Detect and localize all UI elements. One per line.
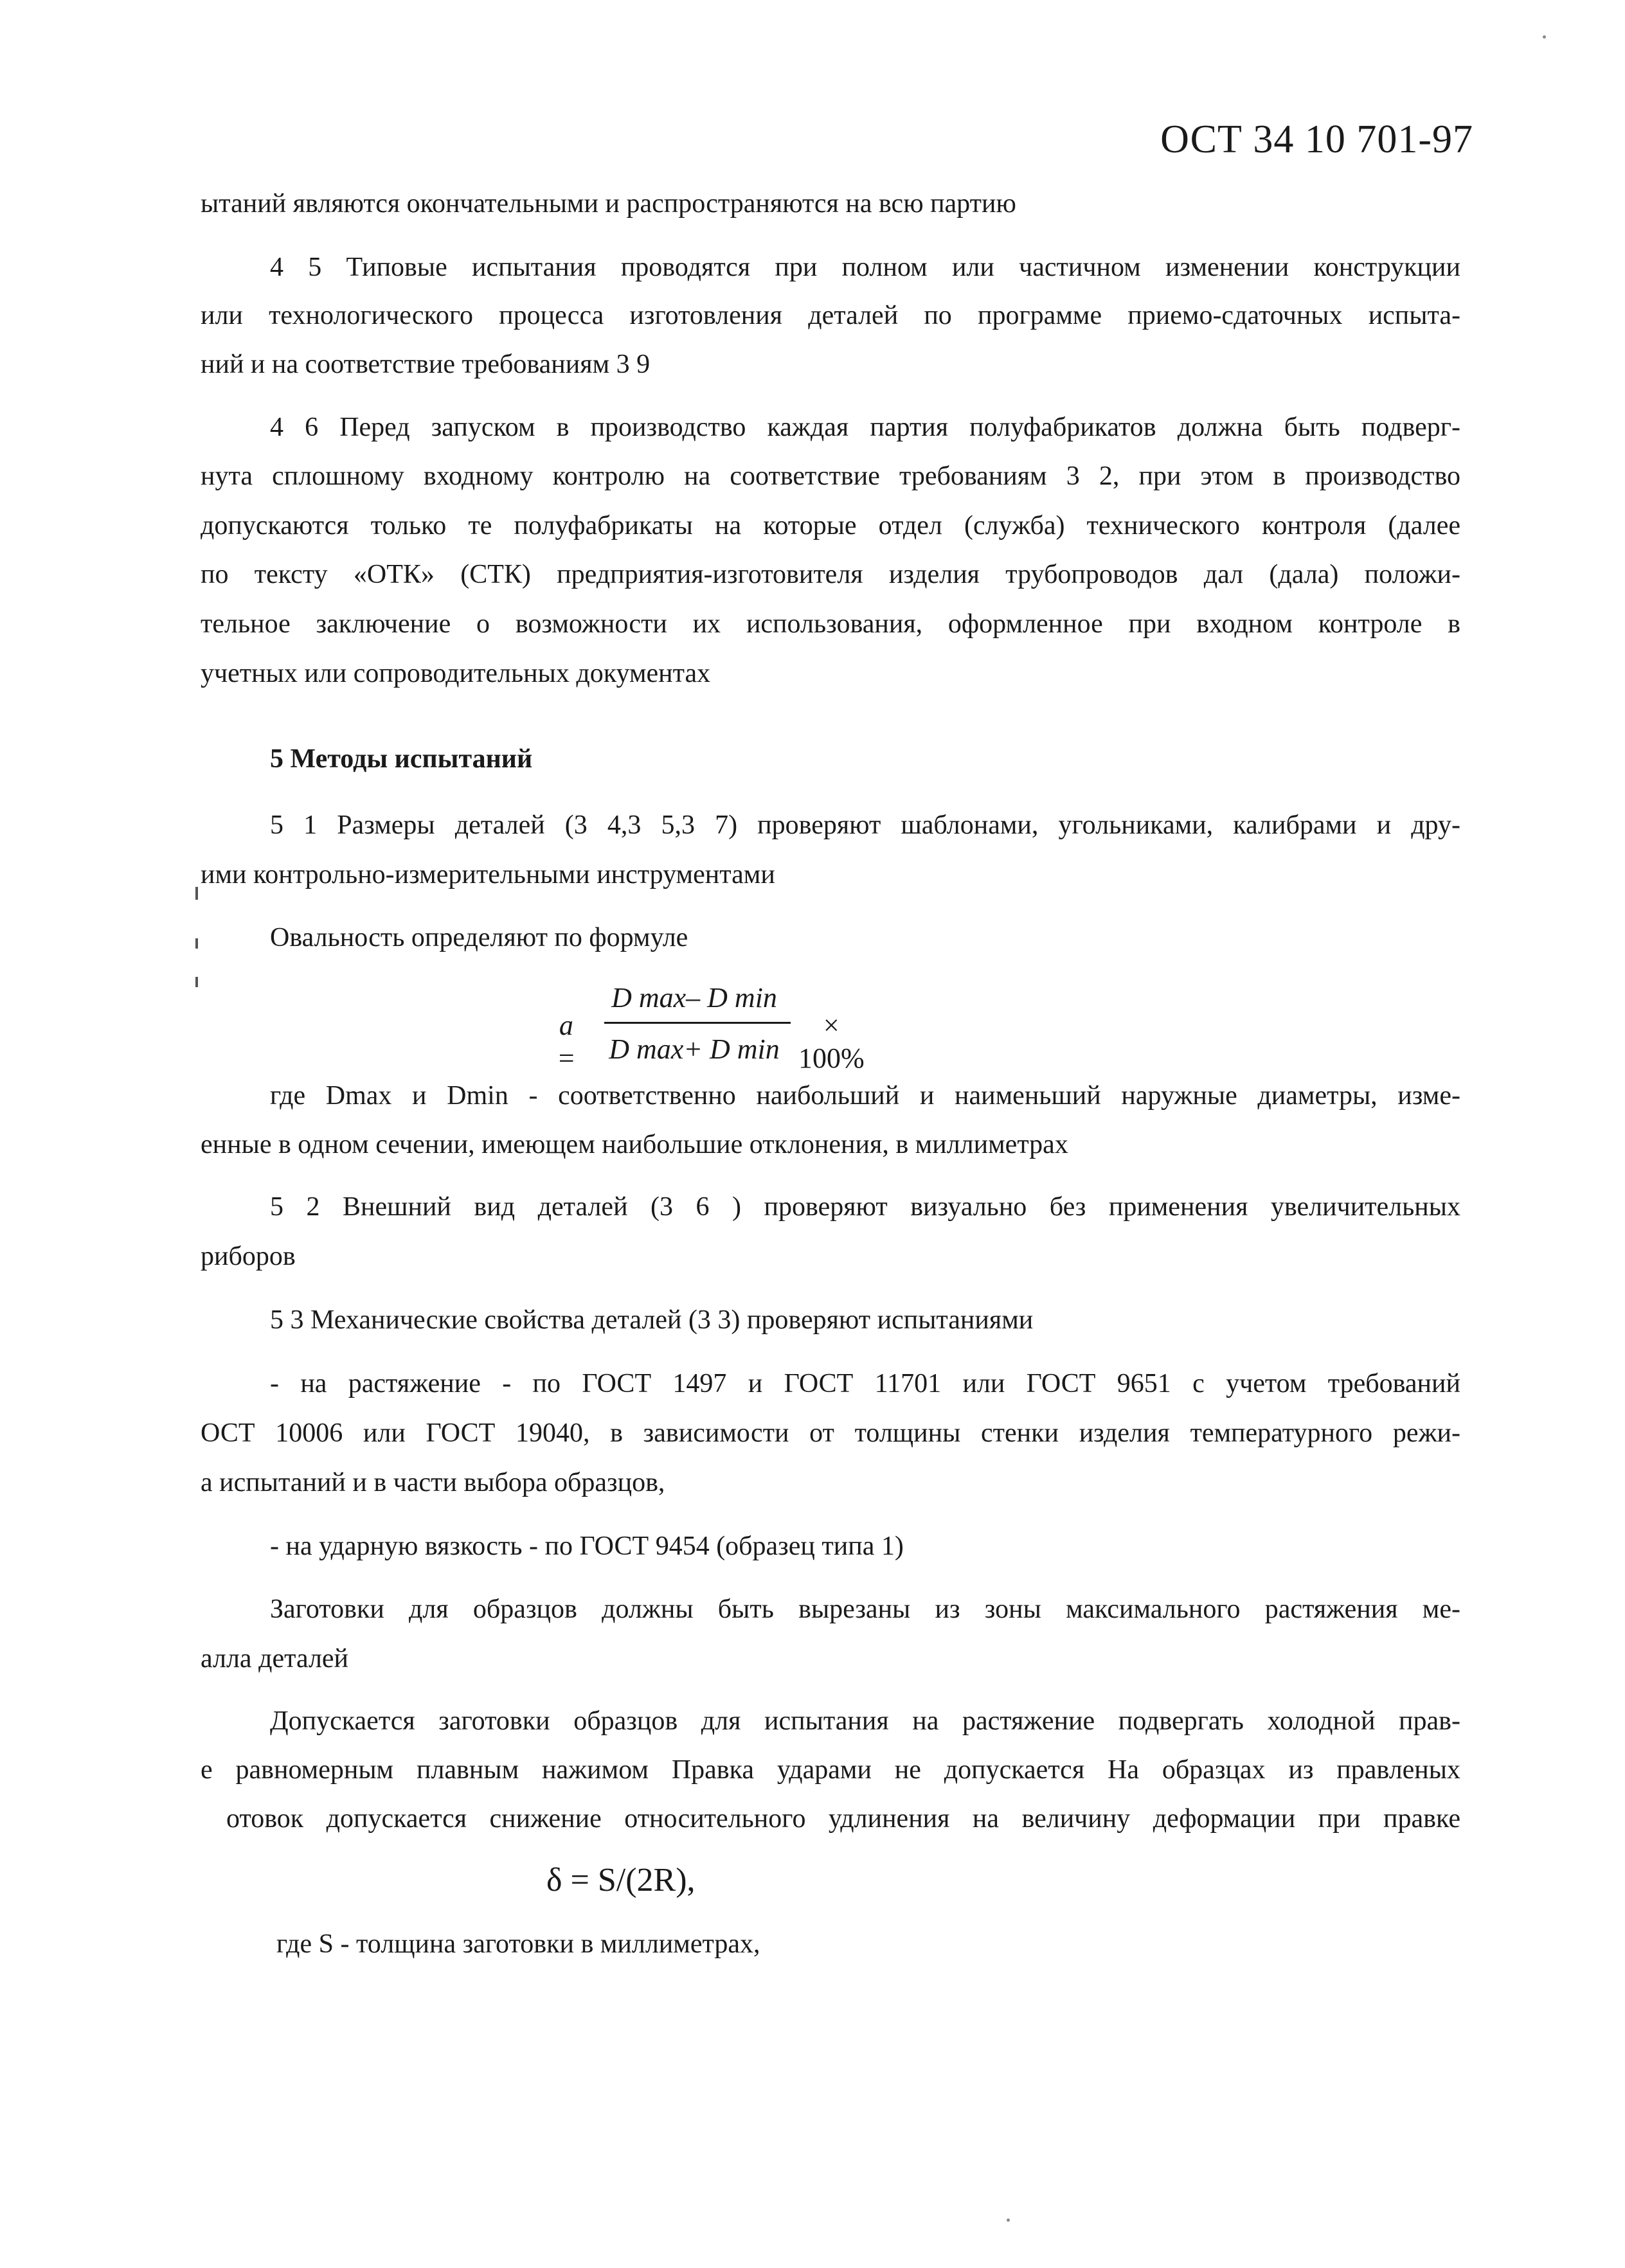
text-line: где Dmax и Dmin - соответственно наибольший и наименьший наружные диаметры, изме- <box>270 1081 1460 1111</box>
text-line: ОСТ 10006 или ГОСТ 19040, в зависимости от толщины стенки изделия температурного режи- <box>201 1418 1460 1448</box>
formula-numerator: D max– D min <box>611 982 777 1013</box>
text-line: учетных или сопроводительных документах <box>201 659 711 688</box>
text-line: 5 2 Внешний вид деталей (3 6 ) проверяют визуально без применения увеличительных <box>270 1192 1460 1222</box>
text-line: е равномерным плавным нажимом Правка ударами не допускается На образцах из правленых <box>201 1755 1460 1785</box>
text-line: 5 3 Механические свойства деталей (3 3) проверяют испытаниями <box>270 1305 1034 1335</box>
text-line: Заготовки для образцов должны быть вырезаны из зоны максимального растяжения ме- <box>270 1594 1460 1624</box>
formula-lhs: a = <box>557 1010 576 1074</box>
text-line: ими контрольно-измерительными инструментами <box>201 860 775 889</box>
text-line: Допускается заготовки образцов для испытания на растяжение подвергать холодной прав- <box>270 1706 1460 1736</box>
text-line: енные в одном сечении, имеющем наибольшие отклонения, в миллиметрах <box>201 1130 1068 1159</box>
text-line: Овальность определяют по формуле <box>270 923 688 952</box>
text-line: - на ударную вязкость - по ГОСТ 9454 (образец типа 1) <box>270 1531 904 1561</box>
text-line: 4 6 Перед запуском в производство каждая партия полуфабрикатов должна быть подверг- <box>270 413 1460 442</box>
section-heading: 5 Методы испытаний <box>270 744 533 774</box>
text-line: ний и на соответствие требованиям 3 9 <box>201 350 651 379</box>
formula-denominator: D max+ D min <box>609 1033 780 1065</box>
text-line: ытаний являются окончательными и распространяются на всю партию <box>201 189 1016 219</box>
text-line: алла деталей <box>201 1644 349 1674</box>
scan-mark <box>195 887 198 900</box>
text-line: 5 1 Размеры деталей (3 4,3 5,3 7) проверяют шаблонами, угольниками, калибрами и дру- <box>270 810 1460 840</box>
delta-formula: δ = S/(2R), <box>546 1862 696 1898</box>
formula-factor: × 100% <box>798 1010 865 1074</box>
text-line: нута сплошному входному контролю на соответствие требованиям 3 2, при этом в производство <box>201 461 1460 491</box>
text-line: допускаются только те полуфабрикаты на которые отдел (служба) технического контроля (далее <box>201 511 1460 540</box>
text-line: отовок допускается снижение относительного удлинения на величину деформации при правке <box>226 1804 1460 1834</box>
scan-dot <box>1543 35 1546 39</box>
text-line: - на растяжение - по ГОСТ 1497 и ГОСТ 11701 или ГОСТ 9651 с учетом требований <box>270 1369 1460 1398</box>
fraction-bar <box>604 1022 791 1024</box>
scan-mark <box>195 977 198 987</box>
text-line: или технологического процесса изготовления деталей по программе приемо-сдаточных испыта- <box>201 301 1460 330</box>
document-number: ОСТ 34 10 701-97 <box>1160 118 1473 161</box>
text-line: риборов <box>201 1242 296 1271</box>
text-line: по тексту «ОТК» (СТК) предприятия-изготовителя изделия трубопроводов дал (дала) положи- <box>201 560 1460 589</box>
text-line: тельное заключение о возможности их использования, оформленное при входном контроле в <box>201 609 1460 639</box>
text-line: где S - толщина заготовки в миллиметрах, <box>276 1929 760 1959</box>
scan-dot <box>1007 2219 1010 2222</box>
scan-mark <box>195 938 198 949</box>
text-line: а испытаний и в части выбора образцов, <box>201 1468 665 1497</box>
text-line: 4 5 Типовые испытания проводятся при полном или частичном изменении конструкции <box>270 253 1460 282</box>
